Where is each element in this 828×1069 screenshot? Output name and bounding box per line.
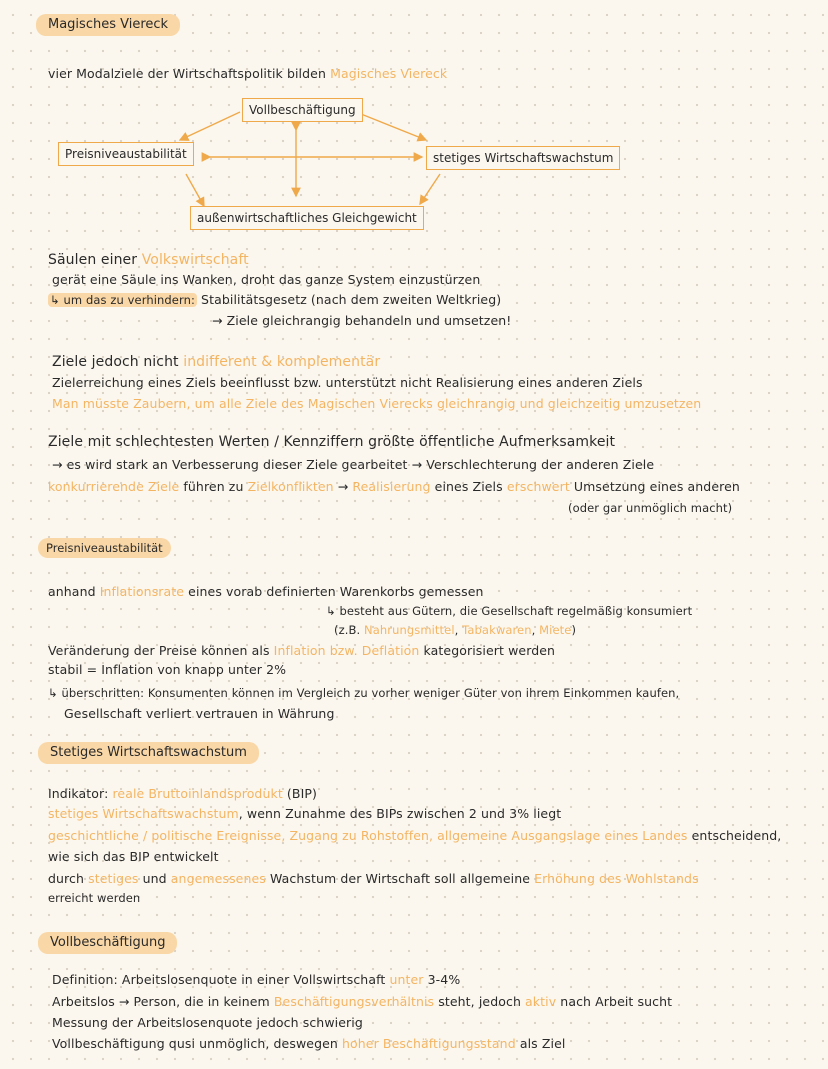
saeulen-line-4: → Ziele gleichrangig behandeln und umsetzen! (212, 313, 512, 328)
schlecht-line-2: → es wird stark an Verbesserung dieser Ziele gearbeitet → Verschlechterung der anderen Ziele (52, 457, 655, 472)
ziele-line-2: Zielerreichung eines Ziels beeinflusst bzw. unterstützt nicht Realisierung eines anderen Ziels (52, 375, 643, 390)
arrow-left-bottom (186, 174, 204, 206)
diagram-box-right: stetiges Wirtschaftswachstum (426, 146, 620, 170)
arrow-top-left (180, 112, 240, 140)
page-title: Magisches Viereck (36, 14, 180, 36)
ziele-line-3: Man müsste Zaubern, um alle Ziele des Magischen Vierecks gleichrangig und gleichzeitig umzusetzen (52, 396, 702, 411)
ziele-line-1: Ziele jedoch nicht indifferent & komplementär (52, 354, 381, 370)
preis-line-4: Veränderung der Preise können als Inflation bzw. Deflation kategorisiert werden (48, 643, 556, 658)
section-heading-wachstum: Stetiges Wirtschaftswachstum (38, 742, 259, 764)
preis-line-6: ↳ überschritten: Konsumenten können im Vergleich zu vorher weniger Güter von ihrem Einkommen kaufen, (48, 686, 680, 700)
wachstum-line-6: erreicht werden (48, 891, 141, 905)
schlecht-line-3: konkurrierende Ziele führen zu Zielkonflikten → Realisierung eines Ziels erschwert Umsetzung eines anderen (48, 479, 740, 494)
schlecht-line-4: (oder gar unmöglich macht) (568, 501, 733, 515)
arrow-right-bottom (420, 174, 440, 204)
wachstum-line-2: stetiges Wirtschaftswachstum, wenn Zunahme des BIPs zwischen 2 und 3% liegt (48, 806, 562, 821)
preis-line-7: Gesellschaft verliert vertrauen in Währung (64, 706, 335, 721)
diagram-box-bottom: außenwirtschaftliches Gleichgewicht (190, 206, 424, 230)
voll-line-3: Messung der Arbeitslosenquote jedoch schwierig (52, 1015, 363, 1030)
preis-line-5: stabil = Inflation von knapp unter 2% (48, 662, 287, 677)
section-heading-preis: Preisniveaustabilität (38, 538, 171, 558)
preis-line-3: (z.B. Nahrungsmittel, Tabakwaren, Miete) (334, 623, 577, 637)
voll-line-4: Vollbeschäftigung qusi unmöglich, deswegen hoher Beschäftigungsstand als Ziel (52, 1036, 566, 1051)
voll-line-2: Arbeitslos → Person, die in keinem Beschäftigungsverhältnis steht, jedoch aktiv nach Arbeit sucht (52, 994, 673, 1009)
saeulen-line-1: Säulen einer Volkswirtschaft (48, 252, 249, 268)
diagram-box-left: Preisniveaustabilität (58, 142, 194, 166)
schlecht-line-1: Ziele mit schlechtesten Werten / Kennziffern größte öffentliche Aufmerksamkeit (48, 434, 616, 450)
arrow-top-right (356, 112, 426, 140)
diagram-box-top: Vollbeschäftigung (242, 98, 363, 122)
saeulen-line-2: gerät eine Säule ins Wanken, droht das ganze System einzustürzen (52, 272, 481, 287)
wachstum-line-1: Indikator: reale Bruttoinlandsprodukt (BIP) (48, 786, 317, 801)
preis-line-2: ↳ besteht aus Gütern, die Gesellschaft regelmäßig konsumiert (326, 604, 693, 618)
section-heading-voll: Vollbeschäftigung (38, 932, 177, 954)
saeulen-line-3: ↳ um das zu verhindern: Stabilitätsgesetz (nach dem zweiten Weltkrieg) (50, 292, 502, 307)
wachstum-line-3: geschichtliche / politische Ereignisse, Zugang zu Rohstoffen, allgemeine Ausgangslage eines Landes entscheidend, (48, 828, 782, 843)
voll-line-1: Definition: Arbeitslosenquote in einer Vollswirtschaft unter 3-4% (52, 972, 461, 987)
wachstum-line-4: wie sich das BIP entwickelt (48, 849, 219, 864)
preis-line-1: anhand Inflationsrate eines vorab definierten Warenkorbs gemessen (48, 584, 484, 599)
intro-line: vier Modalziele der Wirtschaftspolitik bilden Magisches Viereck (48, 66, 448, 81)
diagram-arrows (0, 0, 828, 240)
wachstum-line-5: durch stetiges und angemessenes Wachstum der Wirtschaft soll allgemeine Erhöhung des Wohlstands (48, 871, 699, 886)
